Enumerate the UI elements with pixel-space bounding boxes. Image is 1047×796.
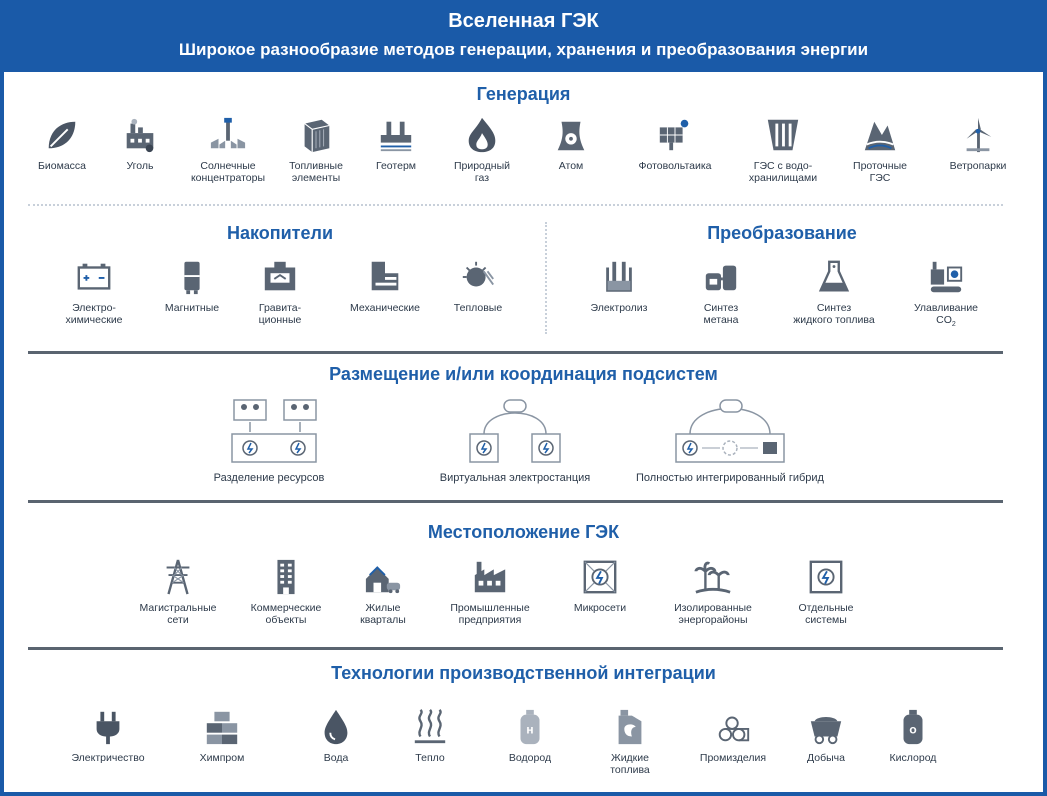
methane-synthesis-icon	[702, 258, 740, 296]
location-title: Местоположение ГЭК	[427, 522, 620, 542]
generation-item-label: Геотерм	[375, 160, 417, 172]
dam-icon	[764, 116, 802, 154]
integration-item-label: Водород	[508, 752, 552, 764]
integrated-hybrid-icon	[630, 396, 830, 468]
conversion-item-label-text: Улавливание CO	[913, 302, 979, 326]
integration-item-label: Жидкие топлива	[610, 752, 650, 776]
flame-icon	[463, 116, 501, 154]
fuel-canister-icon	[611, 708, 649, 746]
location-item-label: Магистральные сети	[139, 602, 217, 626]
generation-item-wind	[928, 116, 1028, 172]
location-item-label: Промышленные предприятия	[450, 602, 530, 626]
integration-item-mining	[776, 708, 876, 764]
section-rule	[28, 500, 1003, 503]
hydrogen-tank-icon	[511, 708, 549, 746]
coord-item-virtual-plant	[420, 396, 610, 488]
mining-cart-icon	[807, 708, 845, 746]
divider	[28, 204, 1003, 206]
conversion-item-liquid-fuel-synthesis	[784, 258, 884, 326]
integration-item-oxygen	[863, 708, 963, 764]
coord-item-label: Виртуальная электростанция	[439, 472, 591, 484]
office-building-icon	[267, 558, 305, 596]
solar-concentrator-icon	[209, 116, 247, 154]
location-item-commercial	[236, 558, 336, 626]
storage-item-label: Гравита- ционные	[258, 302, 302, 326]
photovoltaic-icon	[656, 116, 694, 154]
pipes-icon	[714, 708, 752, 746]
conversion-item-label	[896, 302, 996, 331]
generation-item-label: Природный газ	[453, 160, 511, 184]
integration-item-liquid-fuels	[580, 708, 680, 776]
generation-item-label: Топливные элементы	[289, 160, 343, 184]
geothermal-icon	[377, 116, 415, 154]
page-title: Вселенная ГЭК	[448, 10, 599, 32]
generation-item-label: Ветропарки	[949, 160, 1007, 172]
standalone-system-icon	[807, 558, 845, 596]
storage-item-label: Магнитные	[164, 302, 220, 314]
integration-title: Технологии производственной интеграции	[331, 663, 716, 683]
plug-icon	[89, 708, 127, 746]
magnetic-storage-icon	[173, 258, 211, 296]
conversion-item-label-sub: 2	[951, 321, 956, 329]
resource-sharing-icon	[194, 396, 344, 468]
island-icon	[694, 558, 732, 596]
generation-item-nuclear	[521, 116, 621, 172]
gravity-storage-icon	[261, 258, 299, 296]
conversion-item-methane-synthesis	[671, 258, 771, 326]
coord-item-label: Полностью интегрированный гибрид	[636, 472, 824, 484]
location-item-microgrid	[550, 558, 650, 614]
transmission-tower-icon	[159, 558, 197, 596]
microgrid-icon	[581, 558, 619, 596]
integration-item-label: Кислород	[889, 752, 937, 764]
factory-icon	[471, 558, 509, 596]
residential-icon	[364, 558, 402, 596]
generation-item-run-of-river	[830, 116, 930, 184]
location-item-label: Отдельные системы	[798, 602, 854, 626]
location-item-standalone	[776, 558, 876, 626]
generation-item-label: Биомасса	[38, 160, 86, 172]
integration-item-manufactured-goods	[683, 708, 783, 764]
generation-item-reservoir-hydro	[733, 116, 833, 184]
location-item-label: Коммерческие объекты	[250, 602, 322, 626]
battery-icon	[75, 258, 113, 296]
integration-item-hydrogen	[480, 708, 580, 764]
integration-item-label: Вода	[323, 752, 349, 764]
oxygen-tank-icon	[894, 708, 932, 746]
generation-item-label: Фотовольтаика	[638, 160, 712, 172]
page-subtitle: Широкое разнообразие методов генерации, хранения и преобразования энергии	[178, 40, 869, 59]
integration-item-label: Добыча	[807, 752, 845, 764]
generation-item-label: ГЭС с водо- хранилищами	[748, 160, 818, 184]
coord-item-label: Разделение ресурсов	[213, 472, 325, 484]
generation-item-geothermal	[346, 116, 446, 172]
storage-item-label: Тепловые	[453, 302, 503, 314]
generation-item-label: Атом	[558, 160, 584, 172]
storage-item-label: Механические	[350, 302, 420, 314]
conversion-item-label: Синтез жидкого топлива	[793, 302, 875, 326]
conversion-item-carbon-capture	[896, 258, 996, 331]
generation-item-solar-concentrators	[178, 116, 278, 184]
location-item-transmission	[128, 558, 228, 626]
integration-item-heat	[380, 708, 480, 764]
generation-item-photovoltaics	[625, 116, 725, 172]
storage-item-mechanical	[335, 258, 435, 314]
location-item-residential	[333, 558, 433, 626]
storage-item-thermal	[428, 258, 528, 314]
location-item-label: Жилые кварталы	[360, 602, 406, 626]
coal-plant-icon	[121, 116, 159, 154]
run-of-river-icon	[861, 116, 899, 154]
svg-text:O: O	[909, 726, 917, 737]
storage-item-electrochemical	[44, 258, 144, 326]
conversion-title: Преобразование	[707, 223, 857, 243]
integration-item-label: Химпром	[199, 752, 245, 764]
section-rule	[28, 351, 1003, 354]
storage-title: Накопители	[226, 223, 334, 243]
header-banner	[0, 0, 1047, 72]
wind-turbine-icon	[959, 116, 997, 154]
leaf-icon	[43, 116, 81, 154]
thermal-storage-icon	[459, 258, 497, 296]
section-rule	[28, 647, 1003, 650]
chemicals-icon	[203, 708, 241, 746]
integration-item-electricity	[58, 708, 158, 764]
flask-icon	[815, 258, 853, 296]
fuel-cell-icon	[297, 116, 335, 154]
storage-item-label: Электро- химические	[65, 302, 123, 326]
storage-item-gravitational	[230, 258, 330, 326]
location-item-isolated	[663, 558, 763, 626]
svg-text:H: H	[526, 726, 534, 737]
coord-item-resource-sharing	[194, 396, 344, 488]
conversion-item-electrolysis	[569, 258, 669, 314]
location-item-industrial	[440, 558, 540, 626]
generation-item-label: Проточные ГЭС	[853, 160, 907, 184]
mechanical-storage-icon	[366, 258, 404, 296]
integration-item-label: Промизделия	[699, 752, 767, 764]
storage-item-magnetic	[142, 258, 242, 314]
generation-item-coal	[90, 116, 190, 172]
generation-title: Генерация	[476, 84, 571, 104]
carbon-capture-icon	[927, 258, 965, 296]
coord-item-integrated-hybrid	[630, 396, 830, 488]
nuclear-icon	[552, 116, 590, 154]
generation-item-label: Уголь	[126, 160, 154, 172]
integration-item-label: Тепло	[415, 752, 445, 764]
location-item-label: Микросети	[573, 602, 627, 614]
integration-item-water	[286, 708, 386, 764]
water-drop-icon	[317, 708, 355, 746]
conversion-item-label: Синтез метана	[703, 302, 739, 326]
integration-item-chemicals	[172, 708, 272, 764]
generation-item-natural-gas	[432, 116, 532, 184]
electrolysis-icon	[600, 258, 638, 296]
coordination-title: Размещение и/или координация подсистем	[329, 364, 718, 384]
virtual-plant-icon	[420, 396, 610, 468]
conversion-item-label: Электролиз	[590, 302, 648, 314]
generation-item-label: Солнечные концентраторы	[190, 160, 266, 184]
location-item-label: Изолированные энергорайоны	[674, 602, 752, 626]
integration-item-label: Электричество	[71, 752, 145, 764]
heat-icon	[411, 708, 449, 746]
divider	[545, 222, 547, 334]
